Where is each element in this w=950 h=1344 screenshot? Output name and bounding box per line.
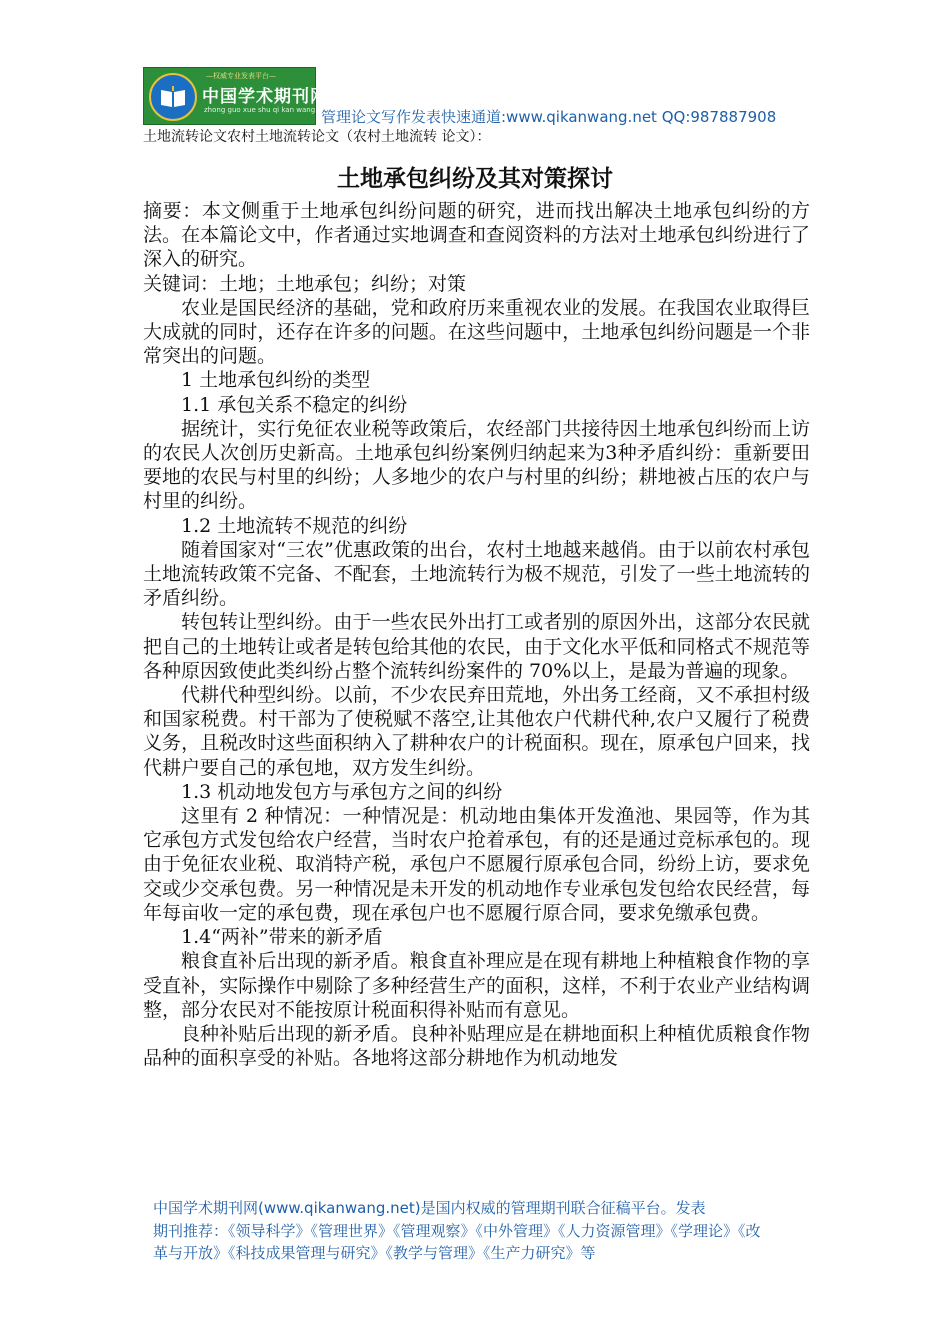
keywords-paragraph: 关键词：土地；土地承包；纠纷；对策 xyxy=(143,272,467,295)
body-paragraph: 良种补贴后出现的新矛盾。良种补贴理应是在耕地面积上种植优质粮食作物品种的面积享受的补贴。各地将这部分耕地作为机动地发 xyxy=(143,1022,810,1070)
footer-line: 革与开放》《科技成果管理与研究》《教学与管理》《生产力研究》等 xyxy=(153,1244,596,1262)
section-heading: 1 土地承包纠纷的类型 xyxy=(181,369,371,392)
logo-pinyin: zhong guo xue shu qi kan wang xyxy=(204,106,316,114)
abstract-paragraph: 摘要：本文侧重于土地承包纠纷问题的研究，进而找出解决土地承包纠纷的方法。在本篇论文中，作者通过实地调查和查阅资料的方法对土地承包纠纷进行了深入的研究。 xyxy=(143,200,810,271)
logo-tagline: —权威专业发表平台— xyxy=(206,72,276,80)
subsection-heading: 1.3 机动地发包方与承包方之间的纠纷 xyxy=(181,780,503,803)
body-paragraph: 代耕代种型纠纷。以前，不少农民弃田荒地，外出务工经商，又不承担村级和国家税费。村干部为了使税赋不落空,让其他农户代耕代种,农户又履行了税费义务，且税改时这些面积纳入了耕种农户的计税面积。现在，原承包户回来，找代耕户要自己的承包地，双方发生纠纷。 xyxy=(143,684,810,779)
subsection-heading: 1.1 承包关系不稳定的纠纷 xyxy=(181,393,408,416)
subsection-heading: 1.2 土地流转不规范的纠纷 xyxy=(181,514,408,537)
footer-line: 期刊推荐：《领导科学》《管理世界》《管理观察》《中外管理》《人力资源管理》《学理论》《改 xyxy=(153,1221,761,1240)
body-paragraph: 随着国家对“三农”优惠政策的出台，农村土地越来越俏。由于以前农村承包土地流转政策不完备、不配套，土地流转行为极不规范，引发了一些土地流转的矛盾纠纷。 xyxy=(143,538,810,610)
subsection-heading: 1.4“两补”带来的新矛盾 xyxy=(181,926,383,949)
article-body xyxy=(143,199,810,1070)
body-paragraph: 粮食直补后出现的新矛盾。粮食直补理应是在现有耕地上种植粮食作物的享受直补，实际操作中剔除了多种经营生产的面积，这样，不利于农业产业结构调整，部分农民对不能按原计税面积得补贴而有意见。 xyxy=(143,950,810,1021)
site-logo[interactable] xyxy=(143,67,328,125)
footer-line[interactable]: 中国学术期刊网(www.qikanwang.net)是国内权威的管理期刊联合征稿平台。发表 xyxy=(153,1199,706,1217)
header-submission-link[interactable]: 管理论文写作发表快速通道:www.qikanwang.net QQ:987887908 xyxy=(321,108,777,126)
book-emblem-icon xyxy=(149,73,197,121)
intro-paragraph: 农业是国民经济的基础，党和政府历来重视农业的发展。在我国农业取得巨大成就的同时，还存在许多的问题。在这些问题中，土地承包纠纷问题是一个非常突出的问题。 xyxy=(143,296,810,368)
body-paragraph: 据统计，实行免征农业税等政策后，农经部门共接待因土地承包纠纷而上访的农民人次创历史新高。土地承包纠纷案例归纳起来为3种矛盾纠纷：重新要田要地的农民与村里的纠纷；人多地少的农户与村里的纠纷；耕地被占压的农户与村里的纠纷。 xyxy=(143,417,810,513)
logo-name: 中国学术期刊网 xyxy=(202,87,328,107)
breadcrumb: 土地流转论文农村土地流转论文（农村土地流转 论文）： xyxy=(143,129,491,145)
page-title: 土地承包纠纷及其对策探讨 xyxy=(337,166,613,192)
body-paragraph: 这里有 2 种情况：一种情况是：机动地由集体开发渔池、果园等，作为其它承包方式发包给农户经营，当时农户抢着承包，有的还是通过竞标承包的。现由于免征农业税、取消特产税，承包户不愿履行原承包合同，纷纷上访，要求免交或少交承包费。另一种情况是未开发的机动地作专业承包发包给农民经营，每年每亩收一定的承包费，现在承包户也不愿履行原合同，要求免缴承包费。 xyxy=(143,805,810,924)
footer-promo xyxy=(153,1197,813,1265)
body-paragraph: 转包转让型纠纷。由于一些农民外出打工或者别的原因外出，这部分农民就把自己的土地转让或者是转包给其他的农民，由于文化水平低和同格式不规范等各种原因致使此类纠纷占整个流转纠纷案件的 70%以上，是最为普遍的现象。 xyxy=(143,611,810,682)
